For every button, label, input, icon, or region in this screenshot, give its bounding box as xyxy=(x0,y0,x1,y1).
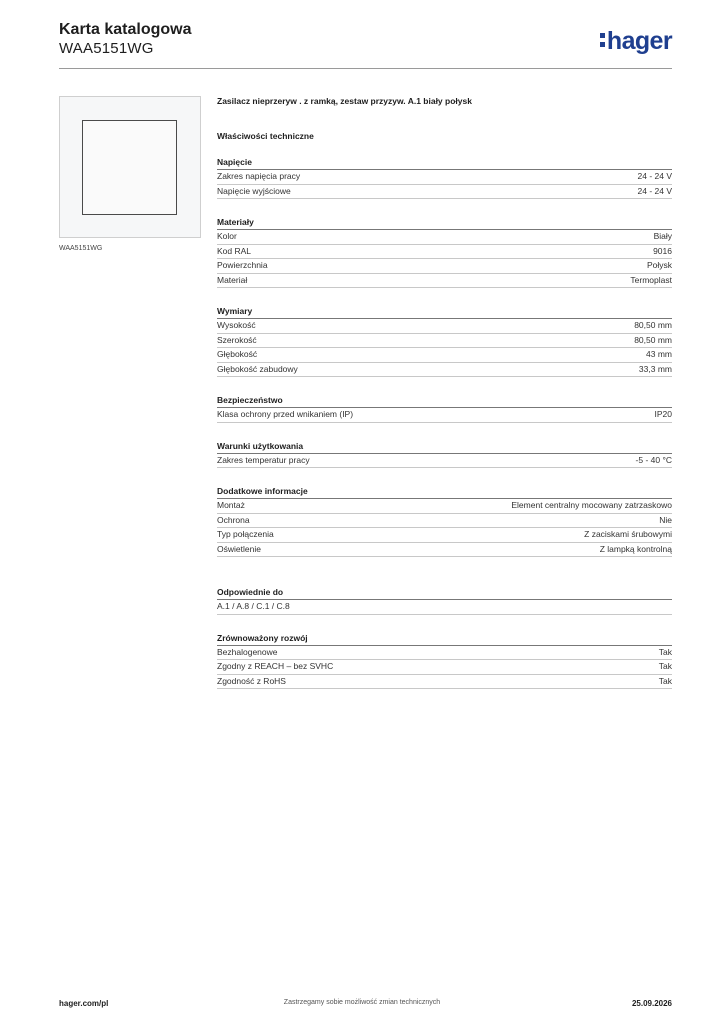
spec-row xyxy=(217,600,672,615)
spec-value: 24 - 24 V xyxy=(637,185,672,196)
spec-label: A.1 / A.8 / C.1 / C.8 xyxy=(217,601,290,611)
spec-label: Kod RAL xyxy=(217,245,252,256)
spec-label: Zgodny z REACH – bez SVHC xyxy=(217,661,334,671)
spec-row xyxy=(217,334,672,349)
section-title: Odpowiednie do xyxy=(217,587,672,600)
hager-logo xyxy=(600,27,672,56)
spec-row xyxy=(217,319,672,334)
product-code: WAA5151WG xyxy=(59,40,154,57)
spec-value: Tak xyxy=(658,646,672,657)
spec-row xyxy=(217,408,672,423)
spec-label: Oświetlenie xyxy=(217,543,261,554)
spec-section xyxy=(217,395,672,423)
spec-label: Typ połączenia xyxy=(217,529,274,539)
page-title: Karta katalogowa xyxy=(59,21,192,38)
spec-row xyxy=(217,259,672,274)
header-divider xyxy=(59,68,672,69)
spec-section xyxy=(217,633,672,690)
footer-website: hager.com/pl xyxy=(59,999,109,1008)
spec-value: Nie xyxy=(659,514,672,525)
section-title: Warunki użytkowania xyxy=(217,441,672,454)
spec-value: 9016 xyxy=(653,245,672,256)
spec-section xyxy=(217,217,672,288)
spec-value: Biały xyxy=(653,231,672,241)
spec-value: IP20 xyxy=(654,409,672,419)
spec-row xyxy=(217,454,672,469)
spec-label: Bezhalogenowe xyxy=(217,646,278,657)
spec-label: Napięcie wyjściowe xyxy=(217,185,291,196)
spec-label: Głębokość xyxy=(217,349,258,359)
spec-label: Wysokość xyxy=(217,320,256,330)
spec-section xyxy=(217,157,672,199)
spec-row xyxy=(217,660,672,675)
product-frame-icon xyxy=(82,120,177,215)
section-title: Bezpieczeństwo xyxy=(217,395,672,408)
spec-value: Termoplast xyxy=(630,274,672,285)
spec-value: 33,3 mm xyxy=(638,363,672,374)
spec-label: Powierzchnia xyxy=(217,260,268,270)
spec-row xyxy=(217,646,672,661)
product-image xyxy=(59,96,201,238)
spec-label: Materiał xyxy=(217,274,248,285)
spec-value: Tak xyxy=(658,675,672,686)
spec-section xyxy=(217,486,672,557)
spec-value: 24 - 24 V xyxy=(637,171,672,181)
spec-label: Montaż xyxy=(217,500,245,510)
section-title: Napięcie xyxy=(217,157,672,170)
spec-sections xyxy=(217,157,672,689)
spec-row xyxy=(217,245,672,260)
spec-value: Z lampką kontrolną xyxy=(599,543,672,554)
product-details xyxy=(217,96,672,689)
spec-row xyxy=(217,348,672,363)
image-caption: WAA5151WG xyxy=(59,245,103,252)
spec-section xyxy=(217,306,672,377)
spec-label: Kolor xyxy=(217,231,237,241)
spec-value: 80,50 mm xyxy=(634,334,672,345)
spec-value: Tak xyxy=(658,661,672,671)
spec-row xyxy=(217,543,672,558)
spec-section xyxy=(217,587,672,615)
spec-row xyxy=(217,185,672,200)
spec-label: Zakres temperatur pracy xyxy=(217,454,310,465)
spec-section xyxy=(217,441,672,469)
spec-label: Szerokość xyxy=(217,334,257,345)
spec-value: 43 mm xyxy=(646,349,672,359)
spec-value: Element centralny mocowany zatrzaskowo xyxy=(511,500,672,510)
section-title: Dodatkowe informacje xyxy=(217,486,672,499)
spec-value: Połysk xyxy=(646,260,672,270)
spec-value: Z zaciskami śrubowymi xyxy=(584,529,672,539)
spec-row xyxy=(217,230,672,245)
product-description: Zasilacz nieprzeryw . z ramką, zestaw przyzyw. A.1 biały połysk xyxy=(217,96,472,106)
spec-label: Zakres napięcia pracy xyxy=(217,171,301,181)
spec-row xyxy=(217,170,672,185)
spec-row xyxy=(217,514,672,529)
spec-row xyxy=(217,363,672,378)
logo-text: hager xyxy=(606,27,672,55)
spec-row xyxy=(217,528,672,543)
section-title: Zrównoważony rozwój xyxy=(217,633,672,646)
section-title: Wymiary xyxy=(217,306,672,319)
section-title: Materiały xyxy=(217,217,672,230)
spec-row xyxy=(217,274,672,289)
spec-row xyxy=(217,675,672,690)
spec-row xyxy=(217,499,672,514)
logo-dots-icon xyxy=(600,33,605,47)
spec-label: Zgodność z RoHS xyxy=(217,675,286,686)
properties-title: Właściwości techniczne xyxy=(217,131,314,141)
spec-value: 80,50 mm xyxy=(634,320,672,330)
footer-date: 25.09.2026 xyxy=(631,999,672,1008)
spec-label: Ochrona xyxy=(217,514,250,525)
spec-label: Klasa ochrony przed wnikaniem (IP) xyxy=(217,409,354,419)
footer-disclaimer: Zastrzegamy sobie możliwość zmian technicznych xyxy=(283,999,441,1006)
spec-value: -5 - 40 °C xyxy=(635,454,672,465)
spec-label: Głębokość zabudowy xyxy=(217,363,298,374)
